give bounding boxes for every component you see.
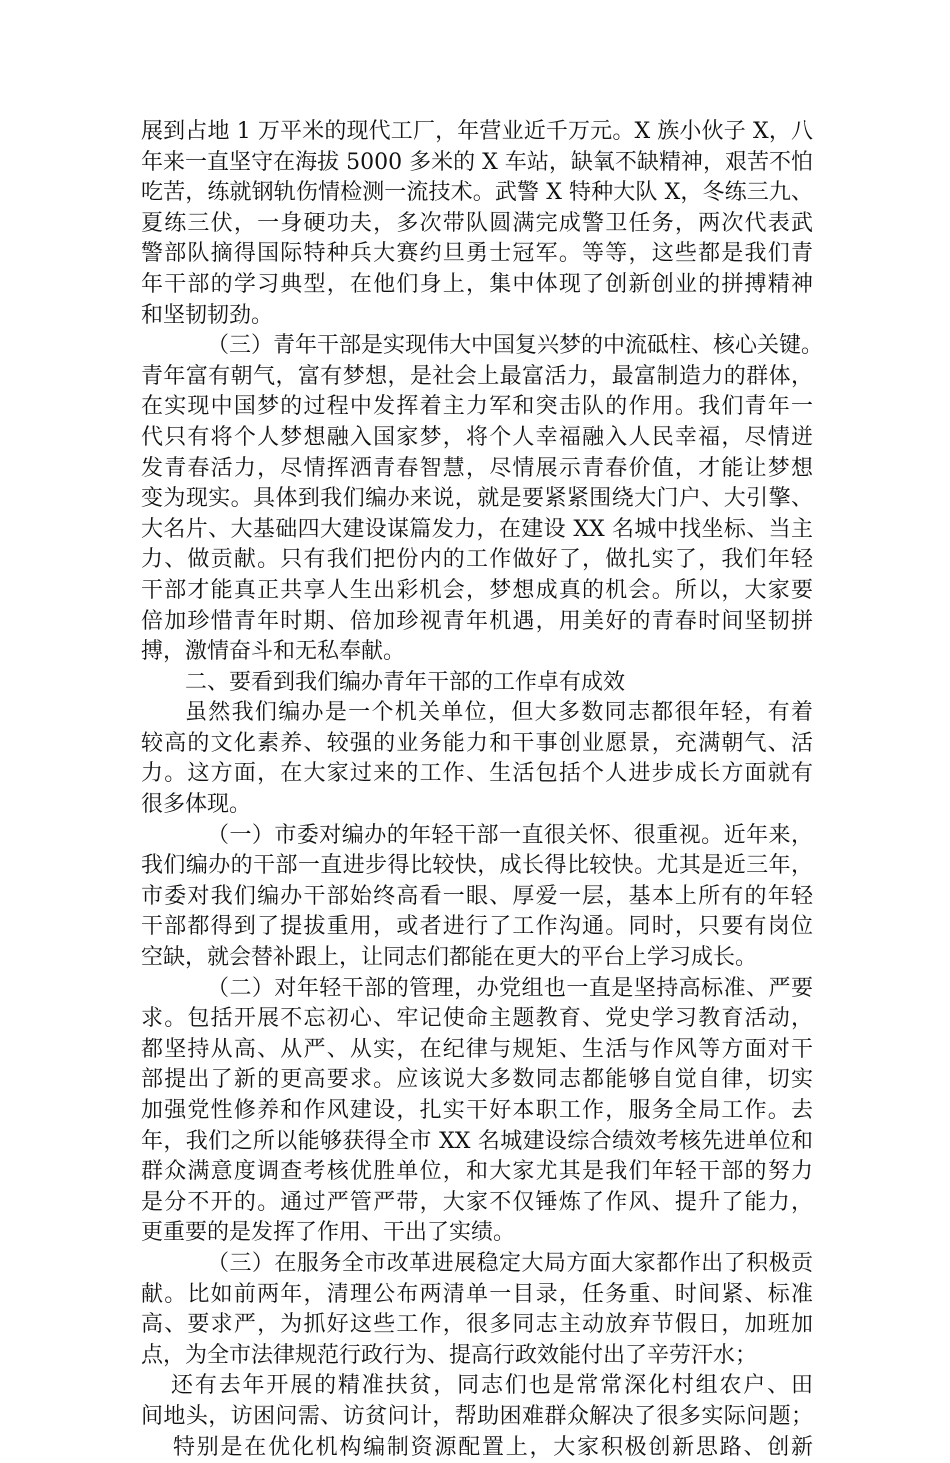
text-line: 大名片、大基础四大建设谋篇发力，在建设 XX 名城中找坐标、当主 (141, 516, 813, 542)
text-line: 年干部的学习典型，在他们身上，集中体现了创新创业的拼搏精神 (141, 271, 813, 297)
paragraph-heading: （二）对年轻干部的管理，办党组也一直是坚持高标准、严要 (207, 975, 813, 1001)
text-line: 高、要求严，为抓好这些工作，很多同志主动放弃节假日，加班加 (141, 1312, 813, 1338)
text-line: 和坚韧韧劲。 (141, 302, 274, 328)
text-line: 变为现实。具体到我们编办来说，就是要紧紧围绕大门户、大引擎、 (141, 486, 813, 512)
text-line: 都坚持从高、从严、从实，在纪律与规矩、生活与作风等方面对干 (141, 1036, 813, 1062)
text-line: 很多体现。 (141, 792, 252, 818)
text-line: 是分不开的。通过严管严带，大家不仅锤炼了作风、提升了能力， (141, 1189, 813, 1215)
text-line: 献。比如前两年，清理公布两清单一目录，任务重、时间紧、标准 (141, 1281, 813, 1307)
text-line: 群众满意度调查考核优胜单位，和大家尤其是我们年轻干部的努力 (141, 1159, 813, 1185)
text-line: 力。这方面，在大家过来的工作、生活包括个人进步成长方面就有 (141, 761, 813, 787)
text-line: 展到占地 1 万平米的现代工厂，年营业近千万元。X 族小伙子 X，八 (141, 119, 813, 144)
text-line: 虽然我们编办是一个机关单位，但大多数同志都很年轻，有着 (185, 700, 813, 726)
document-body (141, 117, 824, 1463)
text-line: 倍加珍惜青年时期、倍加珍视青年机遇，用美好的青春时间坚韧拼 (141, 608, 813, 634)
text-line: 空缺，就会替补跟上，让同志们都能在更大的平台上学习成长。 (141, 945, 758, 971)
text-line: 发青春活力，尽情挥洒青春智慧，尽情展示青春价值，才能让梦想 (141, 455, 813, 481)
text-line: 干部都得到了提拔重用，或者进行了工作沟通。同时，只要有岗位 (141, 914, 813, 940)
text-line: 间地头，访困问需、访贫问计，帮助困难群众解决了很多实际问题； (141, 1403, 813, 1429)
text-line: 求。包括开展不忘初心、牢记使命主题教育、党史学习教育活动， (141, 1006, 813, 1032)
text-line: 搏，激情奋斗和无私奉献。 (141, 639, 406, 665)
text-line: 力、做贡献。只有我们把份内的工作做好了，做扎实了，我们年轻 (141, 547, 813, 573)
text-line: 警部队摘得国际特种兵大赛约旦勇士冠军。等等，这些都是我们青 (141, 241, 813, 267)
text-line: 干部才能真正共享人生出彩机会，梦想成真的机会。所以，大家要 (141, 577, 813, 603)
text-line: 点，为全市法律规范行政行为、提高行政效能付出了辛劳汗水； (141, 1342, 758, 1368)
paragraph-heading: （一）市委对编办的年轻干部一直很关怀、很重视。近年来， (207, 822, 813, 848)
text-line: 夏练三伏，一身硬功夫，多次带队圆满完成警卫任务，两次代表武 (141, 210, 813, 236)
text-line: 更重要的是发挥了作用、干出了实绩。 (141, 1220, 516, 1246)
text-line: 还有去年开展的精准扶贫，同志们也是常常深化村组农户、田 (171, 1373, 813, 1399)
text-line: 特别是在优化机构编制资源配置上，大家积极创新思路、创新 (173, 1434, 813, 1460)
text-line: 在实现中国梦的过程中发挥着主力军和突击队的作用。我们青年一 (141, 394, 813, 420)
text-line: 吃苦，练就钢轨伤情检测一流技术。武警 X 特种大队 X，冬练三九、 (141, 180, 813, 206)
text-line: 部提出了新的更高要求。应该说大多数同志都能够自觉自律，切实 (141, 1067, 813, 1093)
text-line: 青年富有朝气，富有梦想，是社会上最富活力，最富制造力的群体， (141, 363, 813, 389)
text-line: 我们编办的干部一直进步得比较快，成长得比较快。尤其是近三年， (141, 853, 813, 879)
text-line: 年，我们之所以能够获得全市 XX 名城建设综合绩效考核先进单位和 (141, 1128, 813, 1154)
text-line: 较高的文化素养、较强的业务能力和干事创业愿景，充满朝气、活 (141, 730, 813, 756)
text-line: 代只有将个人梦想融入国家梦，将个人幸福融入人民幸福，尽情迸 (141, 424, 813, 450)
section-heading: 二、要看到我们编办青年干部的工作卓有成效 (185, 669, 626, 695)
text-line: 市委对我们编办干部始终高看一眼、厚爱一层，基本上所有的年轻 (141, 883, 813, 909)
paragraph-heading: （三）在服务全市改革进展稳定大局方面大家都作出了积极贡 (207, 1250, 813, 1276)
text-line: 年来一直坚守在海拔 5000 多米的 X 车站，缺氧不缺精神，艰苦不怕 (141, 149, 813, 175)
text-line: 加强党性修养和作风建设，扎实干好本职工作，服务全局工作。去 (141, 1098, 813, 1123)
paragraph-heading: （三）青年干部是实现伟大中国复兴梦的中流砥柱、核心关键。 (207, 333, 824, 359)
